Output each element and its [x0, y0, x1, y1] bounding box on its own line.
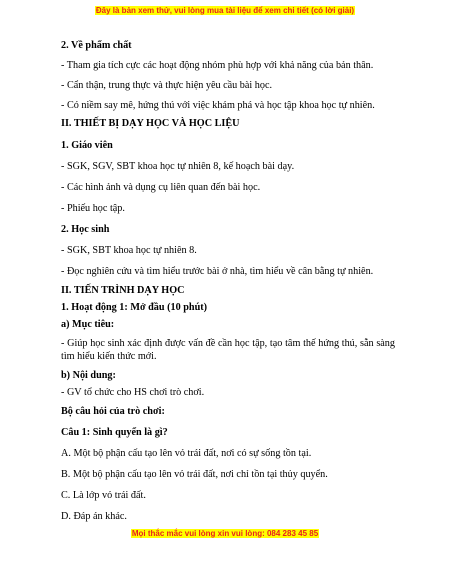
section-heading: Bộ câu hỏi của trò chơi:: [61, 406, 165, 417]
section-heading: Câu 1: Sinh quyển là gì?: [61, 427, 168, 438]
section-heading: 1. Giáo viên: [61, 140, 113, 151]
paragraph-line: - Có niềm say mê, hứng thú với việc khám phá và học tập khoa học tự nhiên.: [61, 100, 375, 111]
paragraph-line: - SGK, SGV, SBT khoa học tự nhiên 8, kế hoạch bài dạy.: [61, 161, 295, 172]
paragraph-line: B. Một bộ phận cấu tạo lên vỏ trái đất, nơi chỉ tồn tại thủy quyển.: [61, 469, 328, 480]
paragraph-line: - Giúp học sinh xác định được vấn đề cần học tập, tạo tâm thế hứng thú, sẵn sàng tìm hiểu kiến thức mới.: [61, 338, 395, 362]
paragraph-line: - Đọc nghiên cứu và tìm hiểu trước bài ở nhà, tìm hiểu về cân bằng tự nhiên.: [61, 266, 374, 277]
contact-footer-text: Mọi thắc mắc vui lòng xin vui lòng: 084 283 45 85: [131, 529, 319, 538]
paragraph-line: - Phiếu học tập.: [61, 203, 125, 214]
paragraph-line: D. Đáp án khác.: [61, 511, 127, 522]
document-body: [61, 39, 395, 523]
section-heading: II. TIẾN TRÌNH DẠY HỌC: [61, 285, 185, 296]
paragraph-line: - SGK, SBT khoa học tự nhiên 8.: [61, 245, 197, 256]
paragraph-line: A. Một bộ phận cấu tạo lên vỏ trái đất, nơi có sự sống tồn tại.: [61, 448, 312, 459]
contact-footer-banner: [0, 529, 450, 538]
paragraph-line: C. Là lớp vỏ trái đất.: [61, 490, 146, 501]
section-heading: b) Nội dung:: [61, 370, 116, 381]
preview-notice-text: Đây là bản xem thử, vui lòng mua tài liệu để xem chi tiết (có lời giải): [95, 6, 355, 15]
section-heading: II. THIẾT BỊ DẠY HỌC VÀ HỌC LIỆU: [61, 118, 240, 129]
paragraph-line: - Các hình ảnh và dụng cụ liên quan đến bài học.: [61, 182, 261, 193]
section-heading: 1. Hoạt động 1: Mở đầu (10 phút): [61, 302, 208, 313]
preview-notice-banner: [0, 6, 450, 15]
section-heading: 2. Về phẩm chất: [61, 40, 132, 51]
section-heading: a) Mục tiêu:: [61, 319, 115, 330]
section-heading: 2. Học sinh: [61, 224, 110, 235]
paragraph-line: - Tham gia tích cực các hoạt động nhóm phù hợp với khả năng của bản thân.: [61, 60, 374, 71]
paragraph-line: - GV tổ chức cho HS chơi trò chơi.: [61, 387, 205, 398]
paragraph-line: - Cẩn thận, trung thực và thực hiện yêu cầu bài học.: [61, 80, 273, 91]
